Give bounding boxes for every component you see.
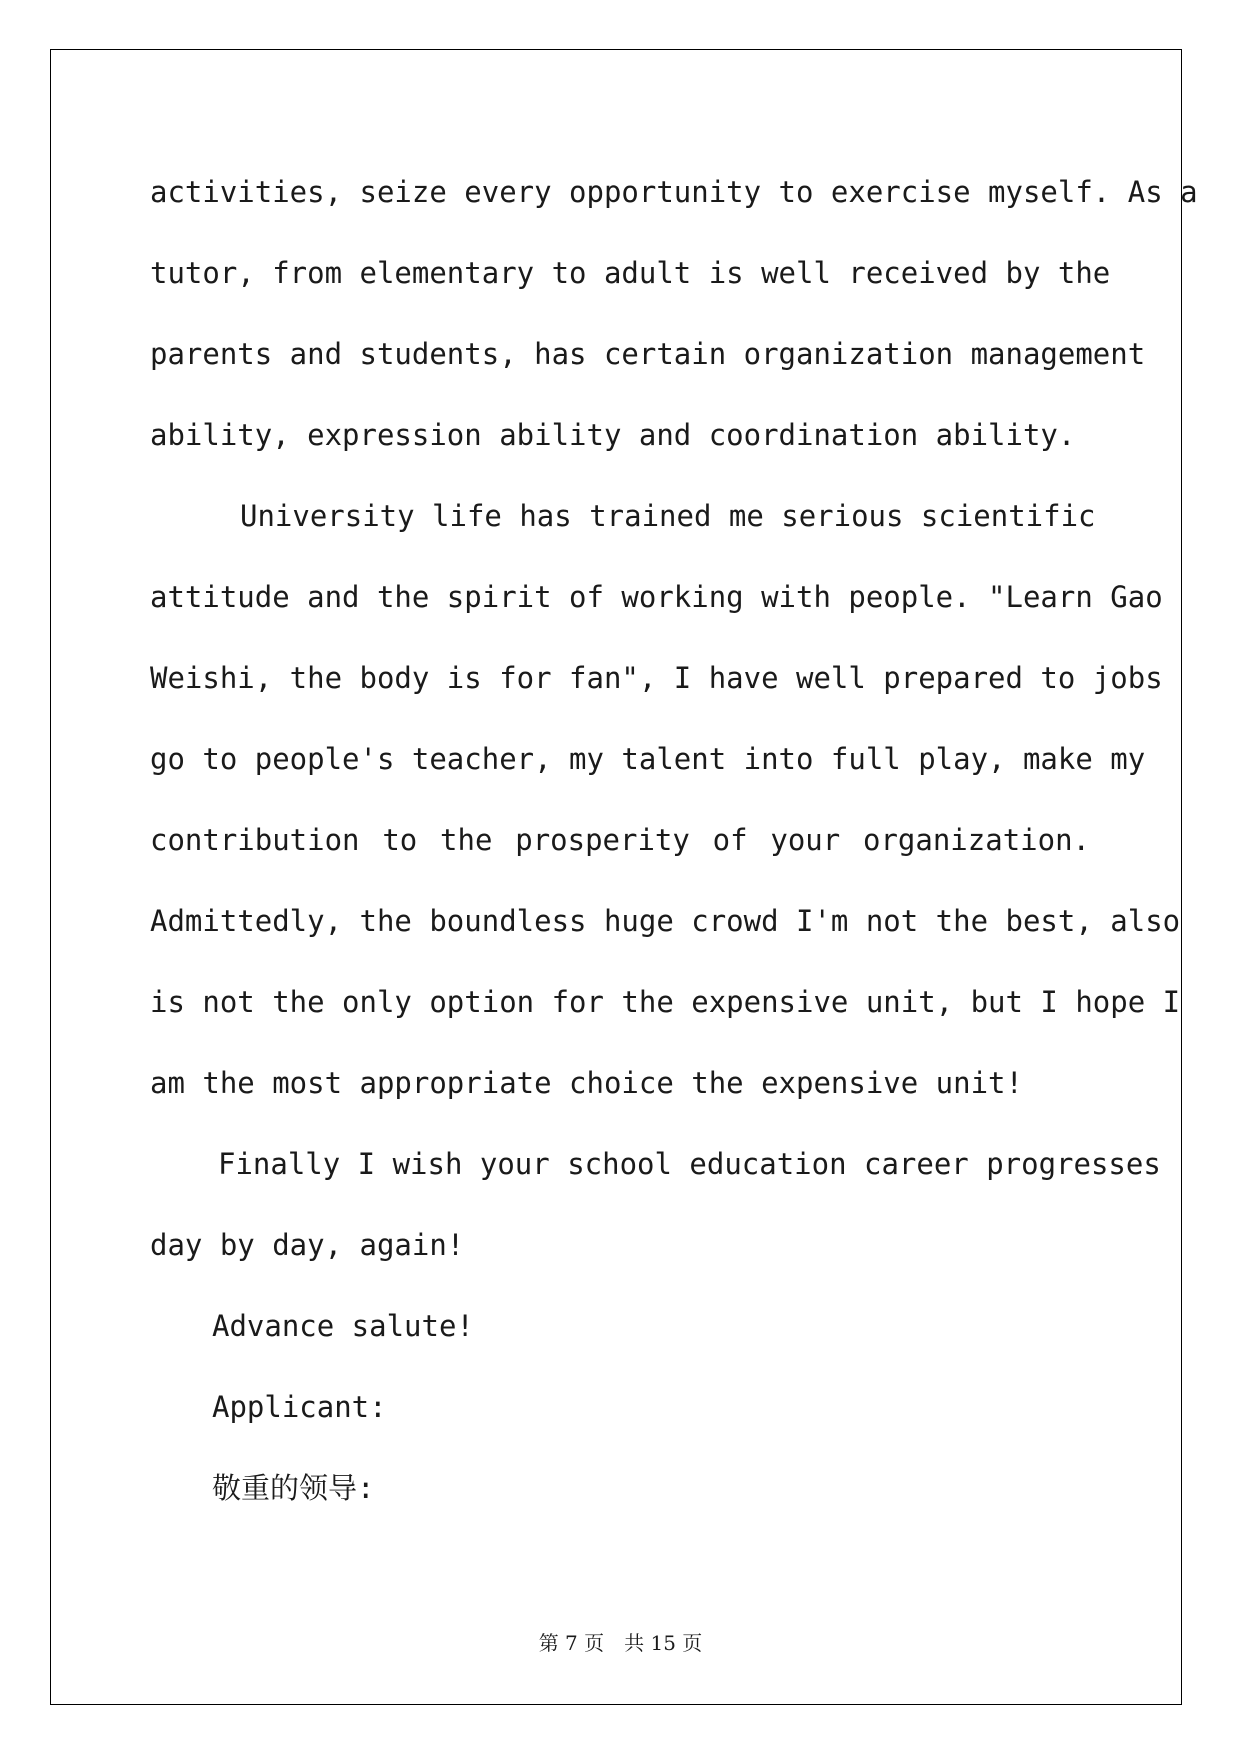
text-line: go to people's teacher, my talent into full play, make my xyxy=(150,742,1146,776)
text-line: contribution to the prosperity of your organization. xyxy=(150,823,1090,857)
greeting-line: 敬重的领导: xyxy=(212,1471,375,1505)
text-line: is not the only option for the expensive unit, but I hope I xyxy=(150,985,1181,1019)
paragraph-start-line: Finally I wish your school education career progresses xyxy=(218,1147,1161,1181)
text-line: attitude and the spirit of working with people. "Learn Gao xyxy=(150,580,1163,614)
text-line: tutor, from elementary to adult is well received by the xyxy=(150,256,1111,290)
text-line: ability, expression ability and coordination ability. xyxy=(150,418,1076,452)
page-border xyxy=(50,49,1198,1705)
text-line: Admittedly, the boundless huge crowd I'm not the best, also xyxy=(150,904,1181,938)
text-line: am the most appropriate choice the expensive unit! xyxy=(150,1066,1023,1100)
page-number: 第 7 页 共 15 页 xyxy=(538,1631,703,1655)
salutation-line: Advance salute! xyxy=(212,1309,474,1343)
text-line: day by day, again! xyxy=(150,1228,465,1262)
paragraph-start-line: University life has trained me serious scientific xyxy=(240,499,1096,533)
applicant-line: Applicant: xyxy=(212,1390,387,1424)
text-line: activities, seize every opportunity to exercise myself. As a xyxy=(150,175,1198,209)
text-line: parents and students, has certain organization management xyxy=(150,337,1146,371)
text-line: Weishi, the body is for fan", I have well prepared to jobs xyxy=(150,661,1163,695)
